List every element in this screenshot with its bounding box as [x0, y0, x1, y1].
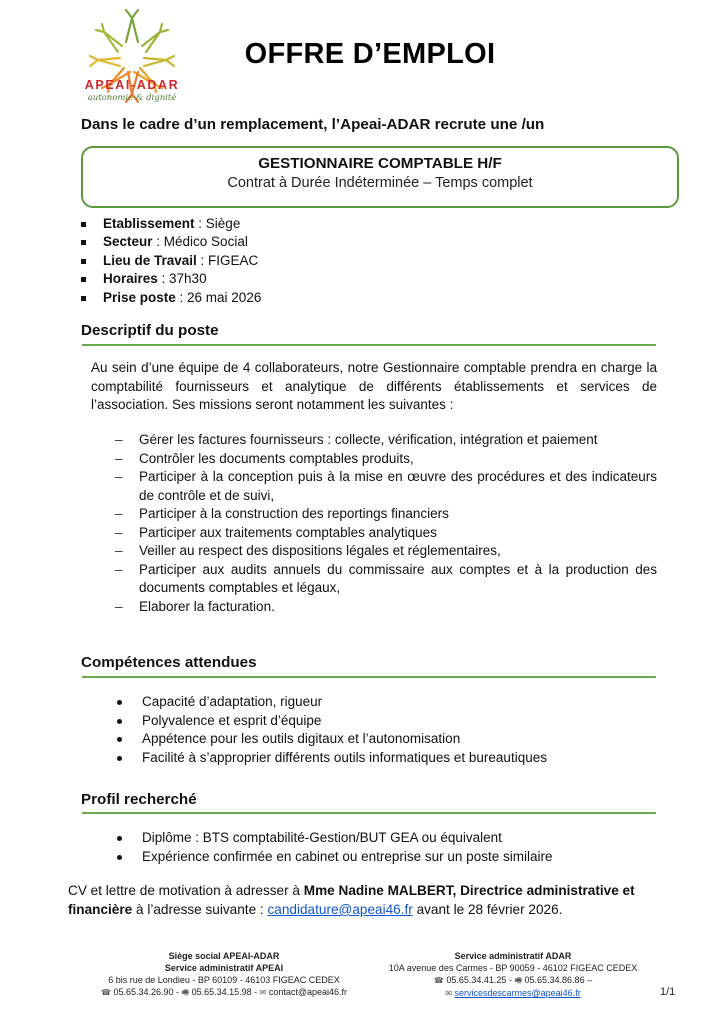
info-value: : Médico Social [152, 234, 248, 250]
section-divider [82, 812, 656, 814]
mission-item [112, 450, 657, 469]
info-item-hours [80, 270, 261, 288]
section-divider [82, 344, 656, 346]
footer-right-phones [383, 974, 643, 987]
info-value: : Siège [194, 216, 241, 231]
skill-text: Appétence pour les outils digitaux et l’autonomisation [142, 731, 461, 746]
document-title [0, 38, 724, 71]
dash-bullet-icon: – [115, 524, 123, 540]
footer-right-email-link[interactable]: servicesdescarmes@apeai46.fr [454, 988, 581, 998]
section-heading-profile: Profil recherché [81, 791, 197, 808]
mission-text: Gérer les factures fournisseurs : collecte, vérification, intégration et paiement [139, 432, 598, 447]
info-label: Etablissement [103, 216, 195, 231]
info-value: : 26 mai 2026 [175, 289, 262, 305]
mission-item [112, 505, 657, 524]
profile-text: Expérience confirmée en cabinet ou entreprise sur un poste similaire [142, 848, 553, 864]
footer-left-address: 6 bis rue de Londieu - BP 60109 - 46103 FIGEAC CEDEX [108, 975, 340, 985]
dash-bullet-icon: – [115, 598, 123, 614]
round-bullet-icon [117, 737, 122, 742]
application-deadline: avant le 28 février 2026. [412, 902, 563, 917]
job-title: GESTIONNAIRE COMPTABLE H/F [258, 155, 502, 172]
info-label: Horaires [103, 271, 158, 287]
footer-left-phone: 05.65.34.26.90 [113, 987, 174, 997]
email-icon: ✉ [259, 988, 267, 997]
square-bullet-icon [81, 240, 86, 245]
dash-bullet-icon: – [115, 543, 123, 558]
logo-tagline: autonomie & dignité [87, 93, 177, 103]
fax-icon: 🖷 [514, 976, 522, 985]
mission-item [112, 598, 657, 617]
separator: - [173, 987, 182, 997]
info-label: Prise poste [103, 289, 176, 305]
application-email-link[interactable]: candidature@apeai46.fr [267, 902, 413, 917]
job-title-box [81, 146, 679, 208]
footer-right-email-line [383, 987, 643, 1000]
footer-right-title: Service administratif ADAR [454, 951, 572, 961]
footer-right-address: 10A avenue des Carmes - BP 90059 - 46102 FIGEAC CEDEX [388, 963, 638, 973]
skill-item [115, 712, 547, 731]
separator: - [251, 987, 260, 997]
info-item-workplace [80, 252, 261, 270]
application-prefix: CV et lettre de motivation à adresser à [68, 883, 304, 898]
info-item-establishment [80, 215, 261, 233]
footer-right-fax: 05.65.34.86.86 [524, 975, 585, 985]
dash-bullet-icon: – [115, 561, 123, 577]
info-item-start-date [80, 289, 261, 307]
mission-item [112, 561, 657, 598]
info-label: Lieu de Travail [103, 252, 197, 268]
footer-left-fax: 05.65.34.15.98 [191, 987, 252, 997]
footer-left-contacts [86, 986, 362, 999]
mission-text: Elaborer la facturation. [139, 598, 275, 614]
info-label: Secteur [103, 234, 153, 250]
description-paragraph: Au sein d’une équipe de 4 collaborateurs, notre Gestionnaire comptable prendra en charge la comptabilité fournisseurs et analytique de différents établissements et services de l’association. Ses missions seront notamment les suivantes : [91, 360, 657, 412]
fax-icon: 🖷 [181, 988, 190, 997]
section-divider [82, 676, 656, 678]
square-bullet-icon [81, 277, 86, 282]
profile-list [115, 829, 552, 866]
email-icon: ✉ [445, 989, 452, 998]
round-bullet-icon [117, 700, 122, 705]
missions-list [112, 431, 657, 616]
mission-text: Participer à la construction des reportings financiers [139, 506, 449, 521]
dash-bullet-icon: – [115, 506, 123, 521]
mission-text: Participer aux traitements comptables analytiques [139, 524, 437, 540]
info-value: : 37h30 [157, 271, 207, 287]
section-heading-skills: Compétences attendues [81, 654, 257, 671]
separator: – [584, 975, 593, 985]
footer-head-office [86, 950, 362, 999]
footer-right-phone: 05.65.34.41.25 [446, 975, 507, 985]
job-info-list [80, 215, 261, 307]
footer-left-email[interactable]: contact@apeai46.fr [268, 987, 348, 997]
dash-bullet-icon: – [115, 432, 123, 447]
mission-item [112, 431, 657, 450]
mission-item [112, 524, 657, 543]
separator: - [506, 975, 515, 985]
dash-bullet-icon: – [115, 469, 123, 484]
skill-text: Polyvalence et esprit d’équipe [142, 712, 322, 728]
skill-text: Capacité d’adaptation, rigueur [142, 694, 323, 709]
skill-item [115, 730, 547, 749]
profile-text: Diplôme : BTS comptabilité-Gestion/BUT GEA ou équivalent [142, 830, 502, 845]
round-bullet-icon [117, 719, 122, 724]
footer-left-title: Siège social APEAI-ADAR [168, 951, 280, 961]
round-bullet-icon [117, 756, 122, 761]
mission-text: Veiller au respect des dispositions légales et réglementaires, [139, 543, 501, 558]
intro-line: Dans le cadre d’un remplacement, l’Apeai-ADAR recrute une /un [81, 116, 545, 133]
skills-list [115, 693, 547, 767]
phone-icon: ☎ [433, 976, 444, 985]
square-bullet-icon [81, 296, 86, 301]
skill-item [115, 693, 547, 712]
contract-type: Contrat à Durée Indéterminée – Temps complet [227, 175, 533, 191]
mission-text: Participer aux audits annuels du commissaire aux comptes et à la production des documents comptables et légaux, [139, 561, 657, 595]
mission-item [112, 542, 657, 561]
application-middle: à l’adresse suivante : [132, 902, 268, 917]
mission-text: Contrôler les documents comptables produits, [139, 450, 414, 466]
profile-item [115, 848, 552, 867]
logo-name: APEAI-ADAR [84, 78, 180, 92]
section-heading-description: Descriptif du poste [81, 322, 219, 339]
application-contact: Mme Nadine MALBERT, Directrice administrative et financière [68, 883, 635, 917]
info-value: : FIGEAC [196, 252, 259, 268]
mission-item [112, 468, 657, 505]
square-bullet-icon [81, 222, 86, 227]
info-item-sector [80, 233, 261, 251]
footer-left-subtitle: Service administratif APEAI [164, 963, 284, 973]
footer-adar-office [383, 950, 643, 1000]
mission-text: Participer à la conception puis à la mise en œuvre des procédures et des indicateurs de contrôle et de suivi, [139, 469, 657, 503]
round-bullet-icon [117, 836, 122, 841]
page-number: 1/1 [660, 986, 676, 998]
round-bullet-icon [117, 855, 122, 860]
document-title-text: OFFRE D’EMPLOI [244, 38, 496, 70]
profile-item [115, 829, 552, 848]
square-bullet-icon [81, 259, 86, 264]
application-instructions [68, 881, 668, 919]
phone-icon: ☎ [100, 988, 111, 997]
skill-item [115, 749, 547, 768]
dash-bullet-icon: – [115, 450, 123, 466]
skill-text: Facilité à s’approprier différents outils informatiques et bureautiques [142, 749, 547, 765]
